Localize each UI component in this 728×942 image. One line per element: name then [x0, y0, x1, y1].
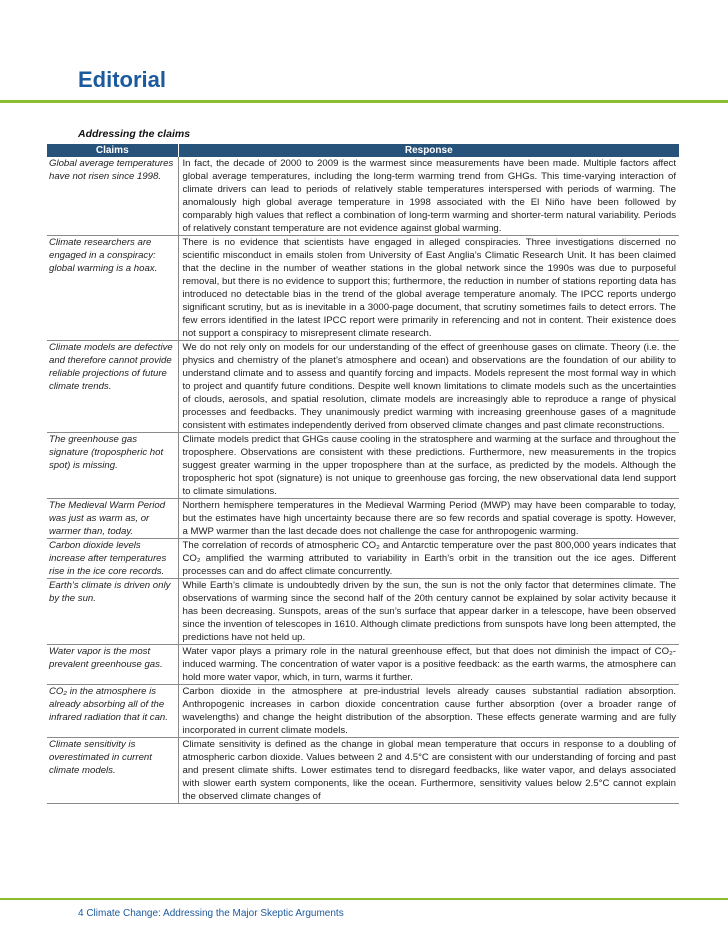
table-row	[47, 738, 679, 804]
claim-cell: Climate sensitivity is overestimated in current climate models.	[47, 738, 178, 804]
claim-cell: CO₂ in the atmosphere is already absorbing all of the infrared radiation that it can.	[47, 685, 178, 738]
table-row	[47, 539, 679, 579]
page-footer: 4 Climate Change: Addressing the Major Skeptic Arguments	[78, 908, 344, 919]
response-cell: We do not rely only on models for our understanding of the effect of greenhouse gases on climate. Theory (i.e. the physics and chemistry of the planet’s atmosphere and ocean) and observations are the foundation of our ability to understand climate and to assess and quantify forcing and impacts. Models represent the most formal way in which to project and quantify future conditions. Despite well known limitations to climate models such as the uncertainties of clouds, aerosols, and spatial resolution, climate models are increasingly able to reproduce a range of physical processes and feedbacks. They unanimously predict warming with increasing greenhouse gases of a magnitude consistent with estimates independently derived from observed climate changes and past climate reconstructions.	[178, 341, 679, 433]
response-cell: In fact, the decade of 2000 to 2009 is the warmest since measurements have been made. Multiple factors affect global average temperatures, including the long-term warming trend from GHGs. This time-varying interaction of climate drivers can lead to periods of relatively stable temperatures interspersed with periods of warming. The anomalously high global average temperature in 1998 associated with the El Niño have been followed by comparably high values that reflect a combination of long-term warming and shorter-term natural variability. Periods of relatively constant temperature are not evidence against global warming.	[178, 157, 679, 236]
claim-cell: The greenhouse gas signature (tropospheric hot spot) is missing.	[47, 433, 178, 499]
claim-cell: The Medieval Warm Period was just as warm as, or warmer than, today.	[47, 499, 178, 539]
response-cell: Carbon dioxide in the atmosphere at pre-industrial levels already causes substantial radiation absorption. Anthropogenic increases in carbon dioxide concentration cause further absorption (over a broader range of wavelengths) and change the height distribution of the absorption. These effects generate warming and are fully incorporated in current climate models.	[178, 685, 679, 738]
claim-cell: Climate models are defective and therefore cannot provide reliable projections of future climate trends.	[47, 341, 178, 433]
table-row	[47, 433, 679, 499]
response-cell: The correlation of records of atmospheric CO₂ and Antarctic temperature over the past 800,000 years indicates that CO₂ amplified the warming attributed to variability in Earth’s orbit in the transition out the ice ages. Different processes can and do affect climate concurrently.	[178, 539, 679, 579]
table-row	[47, 645, 679, 685]
table-row	[47, 499, 679, 539]
response-cell: Northern hemisphere temperatures in the Medieval Warming Period (MWP) may have been comparable to today, but the estimates have high uncertainty because there are so few records and spatial coverage is spotty. However, a MWP warmer than the last decade does not challenge the case for anthropogenic warming.	[178, 499, 679, 539]
footer-divider	[0, 898, 728, 900]
column-header-response: Response	[178, 144, 679, 157]
claims-table	[47, 144, 679, 804]
response-cell: Climate models predict that GHGs cause cooling in the stratosphere and warming at the surface and throughout the troposphere. Observations are consistent with these predictions. Furthermore, new measurements in the tropics suggest greater warming in the upper troposphere than at the surface, as predicted by the models. Although the tropospheric hot spot (signature) is not unique to greenhouse gas forcing, the new observational data lend support to climate simulations.	[178, 433, 679, 499]
claim-cell: Earth’s climate is driven only by the sun.	[47, 579, 178, 645]
table-row	[47, 579, 679, 645]
response-cell: Water vapor plays a primary role in the natural greenhouse effect, but that does not diminish the impact of CO₂-induced warming. The concentration of water vapor is a positive feedback: as the earth warms, the atmosphere can hold more water vapor, which, in turn, warms it further.	[178, 645, 679, 685]
response-cell: While Earth’s climate is undoubtedly driven by the sun, the sun is not the only factor that determines climate. The observations of warming since the second half of the 20th century cannot be explained by solar activity because it has been decreasing. Sunspots, areas of the sun’s surface that appear darker in a telescope, have been observed since the invention of telescopes in 1610. Although climate predictions from sunspots have long been attempted, the predictions have not held up.	[178, 579, 679, 645]
response-cell: Climate sensitivity is defined as the change in global mean temperature that occurs in response to a doubling of atmospheric carbon dioxide. Values between 2 and 4.5°C are consistent with our understanding of forcing and past and present climate shifts. Lower estimates tend to disregard feedbacks, like water vapor, and delays associated with slower earth system components, like the ocean. Furthermore, sensitivity values below 2.5°C cannot explain the observed climate changes of	[178, 738, 679, 804]
claim-cell: Climate researchers are engaged in a conspiracy: global warming is a hoax.	[47, 236, 178, 341]
response-cell: There is no evidence that scientists have engaged in alleged conspiracies. Three investigations discerned no scientific misconduct in emails stolen from University of East Anglia’s Climatic Research Unit. It has been claimed that the decline in the number of weather stations in the global network since the 1990s was due to purposeful removal, but there is no evidence to support this; furthermore, the reduction in number of stations reporting data has introduced no detectable bias in the trend of the global average temperature anomaly. The IPCC reports undergo significant scrutiny, but as is inevitable in a 3000-page document, that scrutiny sometimes fails to detect errors. The few errors identified in the latest IPCC report were primarily in referencing and not in content. Their existence does not support a conspiracy to misrepresent climate research.	[178, 236, 679, 341]
claim-cell: Carbon dioxide levels increase after temperatures rise in the ice core records.	[47, 539, 178, 579]
section-subtitle: Addressing the claims	[78, 128, 191, 140]
table-header-row	[47, 144, 679, 157]
table-row	[47, 236, 679, 341]
column-header-claims: Claims	[47, 144, 178, 157]
table-row	[47, 685, 679, 738]
header-divider	[0, 100, 728, 103]
claim-cell: Global average temperatures have not risen since 1998.	[47, 157, 178, 236]
table-row	[47, 341, 679, 433]
claim-cell: Water vapor is the most prevalent greenhouse gas.	[47, 645, 178, 685]
page-title: Editorial	[78, 67, 167, 92]
table-row	[47, 157, 679, 236]
